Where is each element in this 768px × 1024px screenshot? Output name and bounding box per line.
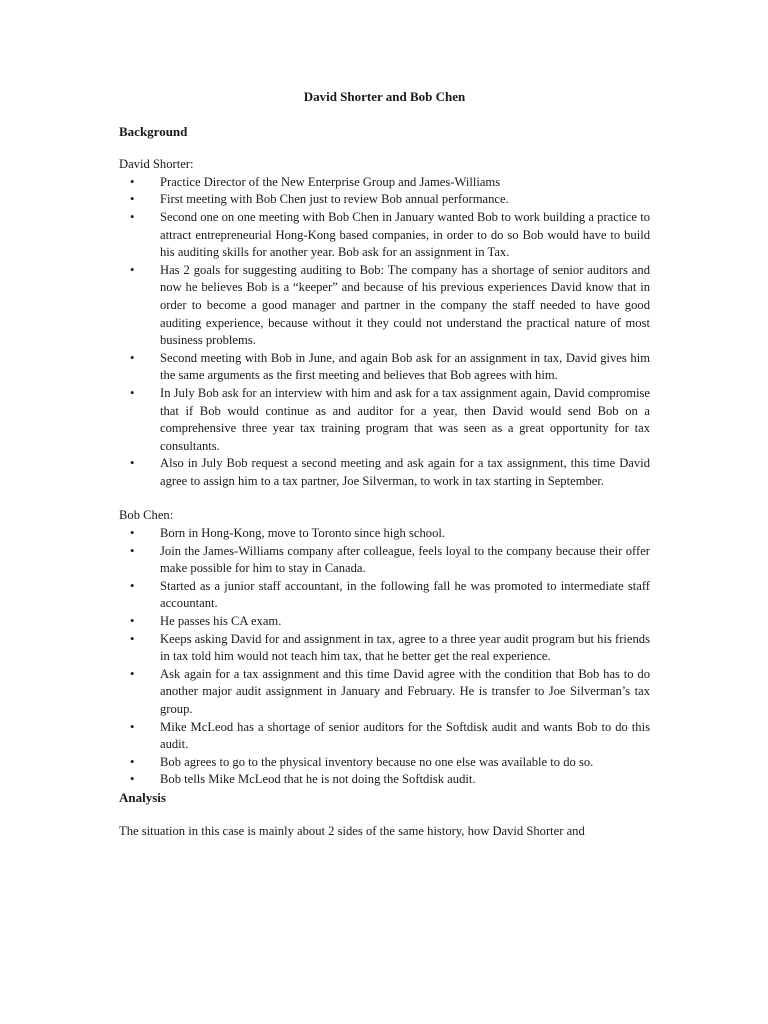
david-bullet-list xyxy=(119,174,650,491)
list-item: • He passes his CA exam. xyxy=(119,613,650,631)
bob-chen-label: Bob Chen: xyxy=(119,508,174,523)
bullet-icon: • xyxy=(130,174,135,189)
list-item: • Also in July Bob request a second meeting and ask again for a tax assignment, this time David agree to assign him to a tax partner, Joe Silverman, to work in tax starting in September. xyxy=(130,456,650,488)
list-item: • Bob tells Mike McLeod that he is not doing the Softdisk audit. xyxy=(119,771,650,789)
bullet-icon: • xyxy=(130,631,135,646)
bullet-icon: • xyxy=(130,719,135,734)
bullet-icon: • xyxy=(130,192,135,207)
bullet-icon: • xyxy=(130,578,135,593)
list-item: • Bob agrees to go to the physical inventory because no one else was available to do so. xyxy=(119,754,650,772)
list-item: • First meeting with Bob Chen just to review Bob annual performance. xyxy=(119,191,650,209)
bullet-icon: • xyxy=(130,526,135,541)
bullet-icon: • xyxy=(130,754,135,769)
bullet-icon: • xyxy=(130,543,135,558)
bullet-icon: • xyxy=(130,209,135,224)
background-heading: Background xyxy=(119,123,188,139)
document-title: David Shorter and Bob Chen xyxy=(303,89,466,104)
list-item: • Second one on one meeting with Bob Chen in January wanted Bob to work building a practice to attract entrepreneurial Hong-Kong based companies, in order to do so Bob would have to build his auditing skills for another year. Bob ask for an assignment in Tax. xyxy=(130,209,650,260)
bullet-icon: • xyxy=(130,385,135,400)
list-item: • Second meeting with Bob in June, and again Bob ask for an assignment in tax, David gives him the same arguments as the first meeting and believes that Bob agrees with him. xyxy=(130,350,650,383)
list-item: • Mike McLeod has a shortage of senior auditors for the Softdisk audit and wants Bob to do this audit. xyxy=(130,719,650,752)
list-item: • Ask again for a tax assignment and this time David agree with the condition that Bob has to do another major audit assignment in January and February. He is transfer to Joe Silverman’s tax group. xyxy=(130,666,650,716)
analysis-paragraph: The situation in this case is mainly about 2 sides of the same history, how David Shorter and xyxy=(119,823,585,838)
bullet-icon: • xyxy=(130,614,135,629)
list-item: • Born in Hong-Kong, move to Toronto since high school. xyxy=(119,525,650,543)
list-item: • Join the James-Williams company after colleague, feels loyal to the company because their offer make possible for him to stay in Canada. xyxy=(130,543,650,576)
list-item: • Keeps asking David for and assignment in tax, agree to a three year audit program but his friends in tax told him would not teach him tax, that he better get the real experience. xyxy=(130,631,650,664)
bullet-icon: • xyxy=(130,262,135,277)
analysis-heading: Analysis xyxy=(119,789,166,805)
bob-bullet-list xyxy=(119,525,650,789)
document-page xyxy=(119,88,650,840)
bullet-icon: • xyxy=(130,350,135,365)
bullet-icon: • xyxy=(130,666,135,681)
section-spacer xyxy=(119,490,650,507)
bullet-icon: • xyxy=(130,772,135,787)
list-item: • Has 2 goals for suggesting auditing to Bob: The company has a shortage of senior auditors and now he believes Bob is a “keeper” and because of his previous experiences David know that in order to become a good manager and partner in the company the staff needed to have good auditing experience, because without it they could not understand the practical nature of most business problems. xyxy=(130,262,650,348)
list-item: • Started as a junior staff accountant, in the following fall he was promoted to intermediate staff accountant. xyxy=(130,578,650,611)
bullet-icon: • xyxy=(130,456,135,471)
list-item: • Practice Director of the New Enterprise Group and James-Williams xyxy=(119,174,650,192)
david-shorter-label: David Shorter: xyxy=(119,157,194,172)
list-item: • In July Bob ask for an interview with him and ask for a tax assignment again, David compromise that if Bob would continue as and auditor for a year, then David would send Bob on a comprehensive three year tax training program that was seen as a great opportunity for tax consultants. xyxy=(130,385,650,453)
